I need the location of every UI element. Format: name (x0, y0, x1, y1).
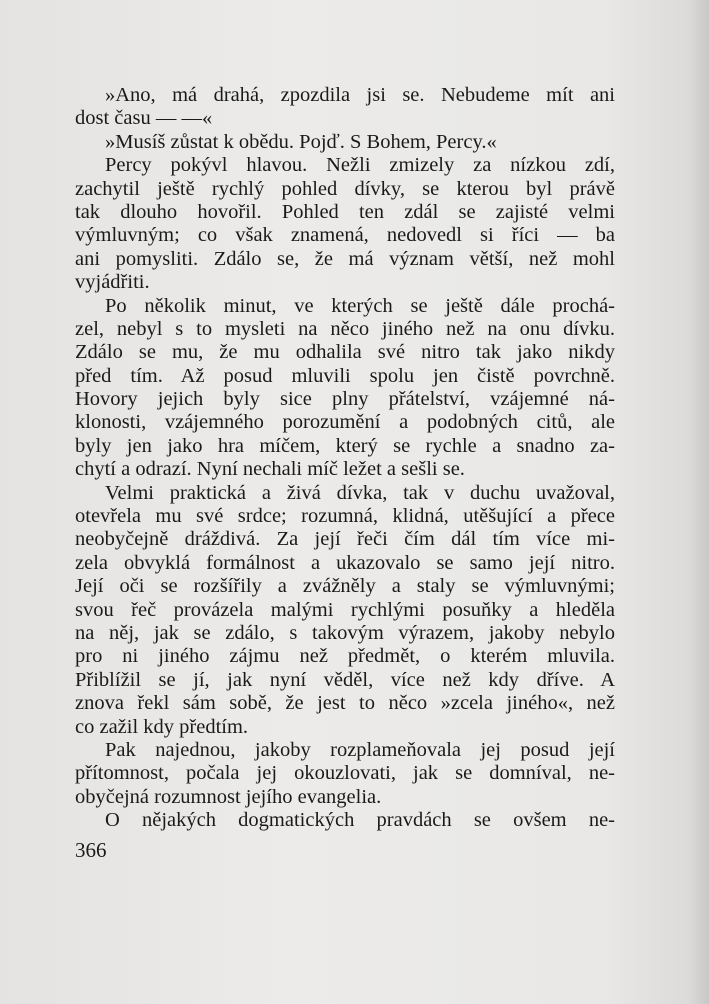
text-line: zel, nebyl s to mysleti na něco jiného než na onu dívku. (75, 317, 615, 340)
text-line: co zažil kdy předtím. (75, 715, 249, 738)
text-line: otevřela mu své srdce; rozumná, klidná, utěšující a přece (75, 505, 615, 528)
text-line: chytí a odrazí. Nyní nechali míč ležet a sešli se. (75, 458, 465, 481)
text-line: Zdálo se mu, že mu odhalila své nitro tak jako nikdy (75, 341, 615, 364)
text-line: výmluvným; co však znamená, nedovedl si říci — ba (75, 224, 615, 247)
text-line: zela obvyklá formálnost a ukazovalo se samo její nitro. (75, 551, 615, 574)
text-line: ani pomysliti. Zdálo se, že má význam větší, než mohl (75, 247, 615, 270)
body-text (75, 84, 615, 833)
text-line: před tím. Až posud mluvili spolu jen čistě povrchně. (75, 364, 615, 387)
text-line: obyčejná rozumnost jejího evangelia. (75, 785, 382, 808)
text-line: znova řekl sám sobě, že jest to něco »zcela jiného«, než (75, 692, 615, 715)
text-line: Percy pokývl hlavou. Nežli zmizely za nízkou zdí, (105, 154, 615, 177)
text-line: na něj, jak se zdálo, s takovým výrazem, jakoby nebylo (75, 621, 615, 644)
text-line: Pak najednou, jakoby rozplameňovala jej posud její (105, 738, 615, 761)
text-line: Její oči se rozšířily a zvážněly a staly se výmluvnými; (75, 575, 615, 598)
text-line: O nějakých dogmatických pravdách se ovšem ne- (105, 809, 615, 832)
text-line: byly jen jako hra míčem, který se rychle a snadno za- (75, 434, 615, 457)
text-line: přítomnost, počala jej okouzlovati, jak se domníval, ne- (75, 762, 615, 785)
text-line: »Musíš zůstat k obědu. Pojď. S Bohem, Percy.« (105, 130, 497, 153)
text-line: pro ni jiného zájmu než předmět, o kterém mluvila. (75, 645, 615, 668)
text-line: zachytil ještě rychlý pohled dívky, se kterou byl právě (75, 177, 615, 200)
text-line: tak dlouho hovořil. Pohled ten zdál se zajisté velmi (75, 200, 615, 223)
page-number: 366 (75, 838, 107, 862)
text-line: »Ano, má drahá, zpozdila jsi se. Nebudeme mít ani (105, 84, 615, 106)
text-line: Hovory jejich byly sice plny přátelství, vzájemné ná- (75, 388, 615, 411)
text-line: svou řeč provázela malými rychlými posuňky a hleděla (75, 598, 615, 621)
text-line: vyjádřiti. (75, 271, 150, 294)
text-line: Velmi praktická a živá dívka, tak v duchu uvažoval, (105, 481, 615, 504)
text-line: neobyčejně dráždivá. Za její řeči čím dál tím více mi- (75, 528, 615, 551)
text-line: Přiblížil se jí, jak nyní věděl, více než kdy dříve. A (75, 668, 615, 691)
text-line: Po několik minut, ve kterých se ještě dále prochá- (105, 294, 615, 317)
text-line: klonosti, vzájemného porozumění a podobných citů, ale (75, 411, 615, 434)
text-line: dost času — —« (75, 107, 213, 130)
